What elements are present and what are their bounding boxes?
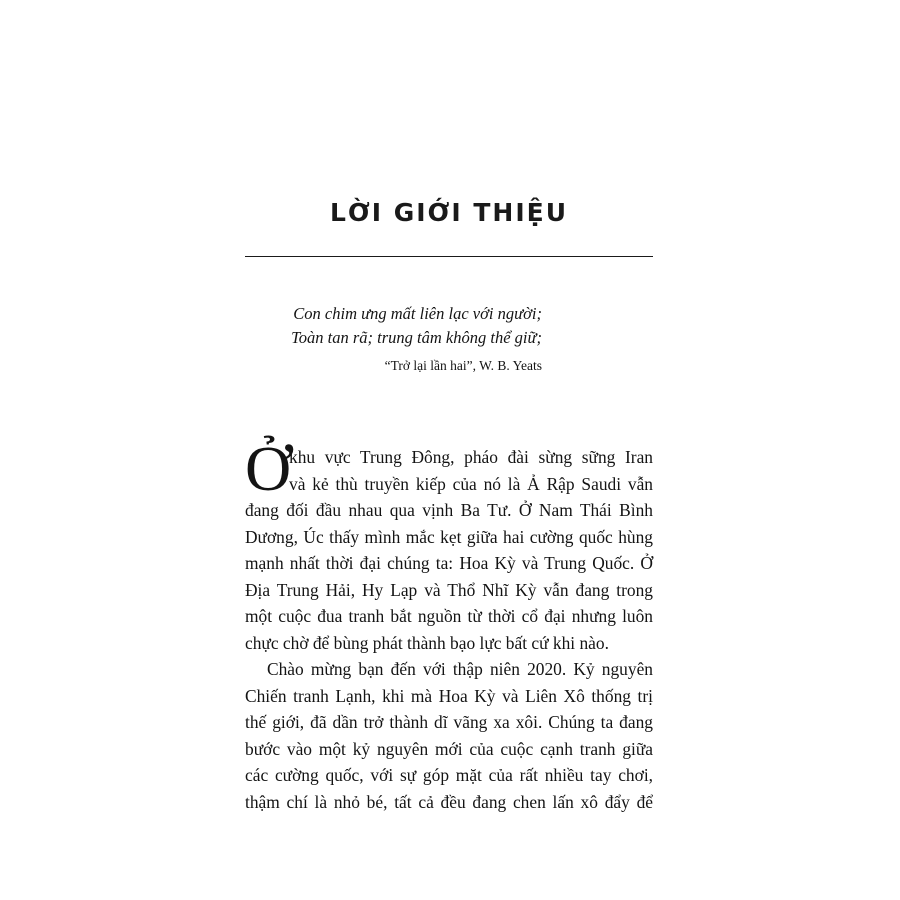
epigraph-source: “Trở lại lần hai”, W. B. Yeats [384, 358, 542, 373]
paragraph-line: và kẻ thù truyền kiếp của nó là Ả Rập Saudi vẫn [289, 473, 653, 494]
epigraph-line: Con chim ưng mất liên lạc với người; [293, 304, 542, 323]
paragraph-line: khu vực Trung Đông, pháo đài sừng sững Iran [289, 447, 653, 467]
paragraph-line: các cường quốc, với sự góp mặt của rất nhiều tay chơi, [245, 765, 653, 785]
body-text [245, 444, 653, 815]
paragraph-line: Chào mừng bạn đến với thập niên 2020. Kỷ nguyên [267, 659, 653, 679]
paragraph-line: một cuộc đua tranh bắt nguồn từ thời cổ đại nhưng luôn [245, 606, 653, 626]
chapter-title: LỜI GIỚI THIỆU [329, 198, 569, 227]
epigraph-line: Toàn tan rã; trung tâm không thể giữ; [291, 328, 542, 347]
paragraph-line: Địa Trung Hải, Hy Lạp và Thổ Nhĩ Kỳ vẫn đang trong [245, 579, 653, 600]
paragraph-line: Dương, Úc thấy mình mắc kẹt giữa hai cường quốc hùng [245, 526, 653, 547]
title-divider [245, 256, 653, 257]
paragraph-line: mạnh nhất thời đại chúng ta: Hoa Kỳ và Trung Quốc. Ở [245, 553, 653, 573]
paragraph-line: đang đối đầu nhau qua vịnh Ba Tư. Ở Nam Thái Bình [245, 500, 653, 520]
paragraph-line: thế giới, đã dần trở thành dĩ vãng xa xôi. Chúng ta đang [245, 712, 653, 732]
paragraph-line: chực chờ để bùng phát thành bạo lực bất cứ khi nào. [245, 632, 609, 653]
paragraph-line: Chiến tranh Lạnh, khi mà Hoa Kỳ và Liên Xô thống trị [245, 685, 653, 706]
paragraph-line: bước vào một kỷ nguyên mới của cuộc cạnh tranh giữa [245, 738, 653, 759]
epigraph [291, 302, 542, 376]
paragraph-line: thậm chí là nhỏ bé, tất cả đều đang chen lấn xô đẩy để [245, 791, 653, 812]
drop-cap: Ở [245, 433, 292, 504]
